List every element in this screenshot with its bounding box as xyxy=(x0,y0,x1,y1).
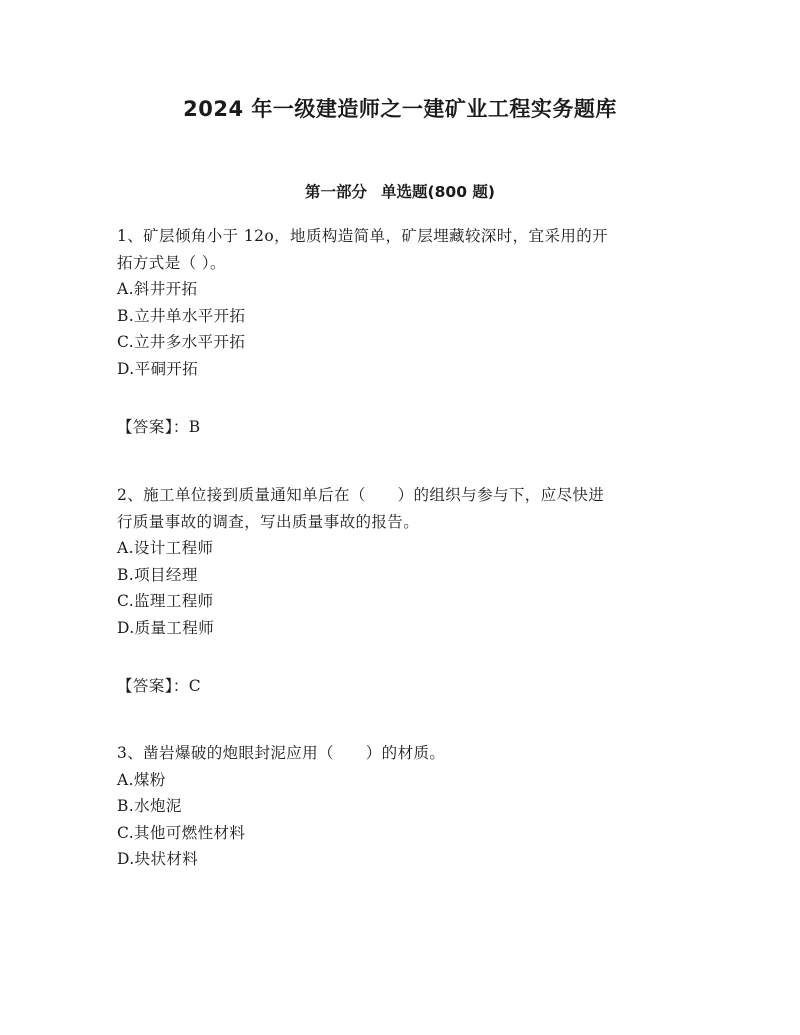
document-title: 2024 年一级建造师之一建矿业工程实务题库 xyxy=(183,97,617,121)
section-title xyxy=(0,180,800,204)
question-2 xyxy=(117,482,677,641)
section-heading: 单选题(800 题) xyxy=(381,183,495,201)
question-stem-line: 行质量事故的调查，写出质量事故的报告。 xyxy=(117,512,420,531)
answer-2 xyxy=(117,673,677,700)
question-1 xyxy=(117,223,677,382)
answer-label: 【答案】： xyxy=(117,418,189,436)
option-c: C.立井多水平开拓 xyxy=(117,333,246,351)
option-d: D.质量工程师 xyxy=(117,618,215,637)
question-stem-line: 1、矿层倾角小于 12o，地质构造简单，矿层埋藏较深时，宜采用的开 xyxy=(117,227,609,245)
question-stem-line: 2、施工单位接到质量通知单后在（ ）的组织与参与下，应尽快进 xyxy=(117,486,605,504)
answer-value: C xyxy=(188,677,202,695)
question-3 xyxy=(117,740,677,873)
option-d: D.平硐开拓 xyxy=(117,359,199,378)
answer-label: 【答案】： xyxy=(117,677,189,695)
question-stem-line: 拓方式是（ ）。 xyxy=(117,253,226,272)
question-stem-line: 3、凿岩爆破的炮眼封泥应用（ ）的材质。 xyxy=(117,744,446,762)
section-part: 第一部分 xyxy=(305,183,368,201)
option-a: A.煤粉 xyxy=(117,770,166,789)
option-b: B.项目经理 xyxy=(117,565,198,584)
option-c: C.其他可燃性材料 xyxy=(117,823,246,842)
option-a: A.设计工程师 xyxy=(117,539,214,557)
option-a: A.斜井开拓 xyxy=(117,280,198,298)
option-d: D.块状材料 xyxy=(117,850,199,868)
answer-1 xyxy=(117,414,677,441)
option-b: B.水炮泥 xyxy=(117,797,182,815)
option-c: C.监理工程师 xyxy=(117,592,214,610)
answer-value: B xyxy=(188,418,201,436)
option-b: B.立井单水平开拓 xyxy=(117,306,246,325)
